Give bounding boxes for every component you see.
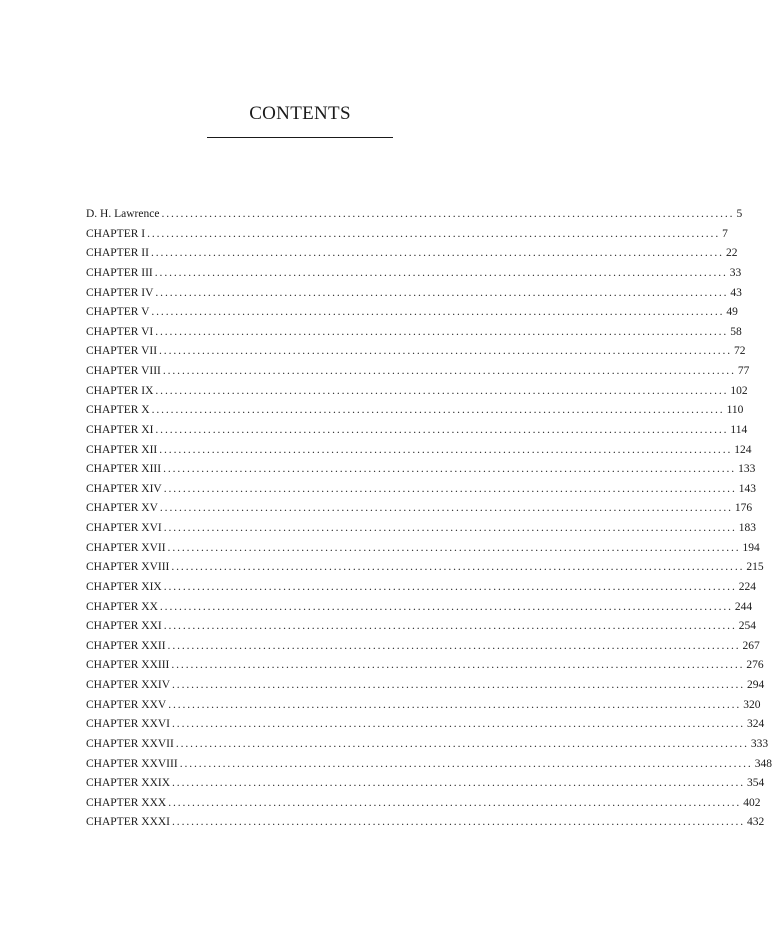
toc-entry-label: CHAPTER I bbox=[86, 227, 146, 240]
dot-leader: ........................................................................................................................ bbox=[155, 286, 729, 299]
toc-entry-page-number: 348 bbox=[754, 757, 772, 770]
toc-entry-page-number: 333 bbox=[750, 737, 769, 750]
toc-entry-label: CHAPTER XXVII bbox=[86, 737, 174, 750]
toc-entry bbox=[86, 244, 738, 264]
dot-leader: ........................................................................................................................ bbox=[151, 404, 725, 417]
dot-leader: ........................................................................................................................ bbox=[147, 227, 721, 240]
toc-entry bbox=[86, 578, 756, 598]
toc-entry-label: CHAPTER XXI bbox=[86, 620, 162, 633]
dot-leader: ........................................................................................................................ bbox=[172, 679, 746, 691]
toc-entry-page-number: 324 bbox=[747, 718, 765, 731]
dot-leader: ........................................................................................................................ bbox=[163, 463, 737, 476]
page-title: CONTENTS bbox=[249, 103, 351, 124]
dot-leader: ........................................................................................................................ bbox=[151, 306, 725, 319]
dot-leader: ........................................................................................................................ bbox=[163, 580, 737, 593]
toc-entry-label: CHAPTER XX bbox=[86, 600, 158, 613]
dot-leader: ........................................................................................................................ bbox=[163, 522, 737, 534]
dot-leader: ........................................................................................................................ bbox=[163, 482, 737, 495]
toc-entry-label: CHAPTER XIV bbox=[86, 482, 162, 495]
toc-entry-label: CHAPTER XXXI bbox=[86, 816, 171, 829]
dot-leader: ........................................................................................................................ bbox=[167, 639, 741, 652]
toc-entry bbox=[86, 362, 750, 382]
dot-leader: ........................................................................................................................ bbox=[155, 384, 729, 397]
toc-entry-label: CHAPTER XIII bbox=[86, 463, 162, 476]
toc-entry-label: CHAPTER II bbox=[86, 247, 149, 260]
dot-leader: ........................................................................................................................ bbox=[159, 443, 733, 456]
toc-entry-page-number: 33 bbox=[729, 266, 742, 279]
toc-entry bbox=[86, 441, 752, 461]
toc-entry-page-number: 224 bbox=[738, 580, 756, 593]
toc-entry bbox=[86, 303, 738, 323]
toc-entry bbox=[86, 460, 756, 480]
dot-leader: ........................................................................................................................ bbox=[150, 247, 724, 260]
toc-entry-label: CHAPTER XXX bbox=[86, 796, 167, 809]
dot-leader: ........................................................................................................................ bbox=[155, 325, 729, 338]
toc-entry bbox=[86, 656, 764, 676]
toc-entry-page-number: 276 bbox=[746, 659, 764, 672]
toc-entry-page-number: 7 bbox=[722, 227, 728, 240]
toc-entry bbox=[86, 696, 761, 716]
toc-entry-label: CHAPTER XXVIII bbox=[86, 757, 178, 770]
toc-entry-page-number: 320 bbox=[743, 698, 761, 711]
toc-entry-page-number: 254 bbox=[738, 620, 756, 633]
dot-leader: ........................................................................................................................ bbox=[162, 365, 736, 377]
toc-entry-page-number: 194 bbox=[742, 541, 760, 554]
toc-entry-label: CHAPTER XVI bbox=[86, 522, 162, 534]
toc-entry-label: CHAPTER VII bbox=[86, 345, 158, 358]
title-underline bbox=[207, 137, 393, 138]
toc-entry-label: CHAPTER XXV bbox=[86, 698, 167, 711]
toc-entry bbox=[86, 421, 748, 441]
toc-entry bbox=[86, 715, 765, 735]
toc-entry-page-number: 5 bbox=[736, 208, 743, 220]
dot-leader: ........................................................................................................................ bbox=[171, 659, 745, 672]
toc-entry-page-number: 432 bbox=[747, 816, 765, 829]
toc-entry bbox=[86, 637, 760, 657]
toc-entry bbox=[86, 519, 756, 539]
toc-entry-page-number: 22 bbox=[725, 247, 738, 260]
toc-entry bbox=[86, 382, 748, 402]
toc-entry-label: CHAPTER VIII bbox=[86, 365, 161, 377]
toc-entry bbox=[86, 794, 761, 814]
toc-entry-page-number: 102 bbox=[730, 384, 748, 397]
toc-entry bbox=[86, 323, 742, 343]
toc-entry-label: CHAPTER XXIX bbox=[86, 777, 171, 790]
toc-entry bbox=[86, 676, 765, 696]
toc-entry bbox=[86, 499, 753, 519]
toc-entry-page-number: 110 bbox=[726, 404, 744, 417]
dot-leader: ........................................................................................................................ bbox=[179, 757, 753, 770]
dot-leader: ........................................................................................................................ bbox=[168, 698, 742, 711]
dot-leader: ........................................................................................................................ bbox=[168, 796, 742, 809]
toc-entry-label: CHAPTER IV bbox=[86, 286, 154, 299]
toc-entry bbox=[86, 225, 728, 245]
toc-entry-label: CHAPTER V bbox=[86, 306, 150, 319]
toc-entry-label: CHAPTER XXIII bbox=[86, 659, 170, 672]
toc-entry bbox=[86, 755, 772, 775]
toc-entry-page-number: 49 bbox=[726, 306, 738, 319]
toc-entry bbox=[86, 342, 746, 362]
toc-entry bbox=[86, 264, 742, 284]
dot-leader: ........................................................................................................................ bbox=[171, 561, 745, 574]
toc-entry-page-number: 183 bbox=[738, 522, 756, 534]
toc-entry bbox=[86, 480, 756, 500]
toc-entry bbox=[86, 598, 753, 618]
toc-entry bbox=[86, 401, 744, 421]
toc-entry-page-number: 114 bbox=[730, 423, 748, 436]
dot-leader: ........................................................................................................................ bbox=[154, 266, 728, 279]
toc-entry-page-number: 72 bbox=[734, 345, 746, 358]
toc-entry-label: CHAPTER XVII bbox=[86, 541, 166, 554]
toc-entry-label: CHAPTER III bbox=[86, 266, 153, 279]
toc-entry bbox=[86, 284, 742, 304]
toc-entry-page-number: 267 bbox=[742, 639, 760, 652]
dot-leader: ........................................................................................................................ bbox=[155, 423, 729, 436]
toc-entry-label: CHAPTER XXIV bbox=[86, 679, 171, 691]
toc-entry-label: CHAPTER XII bbox=[86, 443, 158, 456]
table-of-contents bbox=[86, 205, 772, 833]
dot-leader: ........................................................................................................................ bbox=[175, 737, 749, 750]
toc-entry-label: CHAPTER XXVI bbox=[86, 718, 171, 731]
toc-entry-label: CHAPTER XIX bbox=[86, 580, 162, 593]
toc-entry-page-number: 244 bbox=[734, 600, 753, 613]
toc-entry bbox=[86, 205, 743, 225]
toc-entry-label: CHAPTER VI bbox=[86, 325, 154, 338]
toc-entry-label: CHAPTER XI bbox=[86, 423, 154, 436]
dot-leader: ........................................................................................................................ bbox=[172, 777, 746, 790]
toc-entry-page-number: 124 bbox=[734, 443, 752, 456]
toc-entry-label: CHAPTER IX bbox=[86, 384, 154, 397]
toc-entry bbox=[86, 558, 764, 578]
toc-entry-page-number: 402 bbox=[743, 796, 761, 809]
dot-leader: ........................................................................................................................ bbox=[159, 600, 733, 613]
toc-entry-page-number: 176 bbox=[734, 502, 753, 515]
toc-entry-page-number: 77 bbox=[737, 365, 750, 377]
toc-entry-page-number: 294 bbox=[747, 679, 765, 691]
dot-leader: ........................................................................................................................ bbox=[163, 620, 737, 633]
toc-entry-page-number: 43 bbox=[730, 286, 742, 299]
dot-leader: ........................................................................................................................ bbox=[159, 502, 733, 515]
toc-entry-label: CHAPTER XVIII bbox=[86, 561, 170, 574]
toc-entry bbox=[86, 617, 756, 637]
toc-entry-page-number: 133 bbox=[738, 463, 756, 476]
toc-entry-page-number: 143 bbox=[738, 482, 756, 495]
toc-entry bbox=[86, 774, 765, 794]
dot-leader: ........................................................................................................................ bbox=[172, 816, 746, 829]
toc-entry-page-number: 58 bbox=[730, 325, 742, 338]
toc-entry bbox=[86, 539, 760, 559]
toc-entry-label: CHAPTER XV bbox=[86, 502, 158, 515]
toc-entry-label: D. H. Lawrence bbox=[86, 208, 160, 220]
dot-leader: ........................................................................................................................ bbox=[161, 208, 735, 220]
toc-entry-page-number: 354 bbox=[747, 777, 765, 790]
toc-entry-page-number: 215 bbox=[746, 561, 764, 574]
toc-entry bbox=[86, 735, 769, 755]
dot-leader: ........................................................................................................................ bbox=[167, 541, 741, 554]
toc-entry-label: CHAPTER X bbox=[86, 404, 150, 417]
dot-leader: ........................................................................................................................ bbox=[172, 718, 746, 731]
toc-entry bbox=[86, 813, 765, 833]
toc-entry-label: CHAPTER XXII bbox=[86, 639, 166, 652]
dot-leader: ........................................................................................................................ bbox=[159, 345, 733, 358]
